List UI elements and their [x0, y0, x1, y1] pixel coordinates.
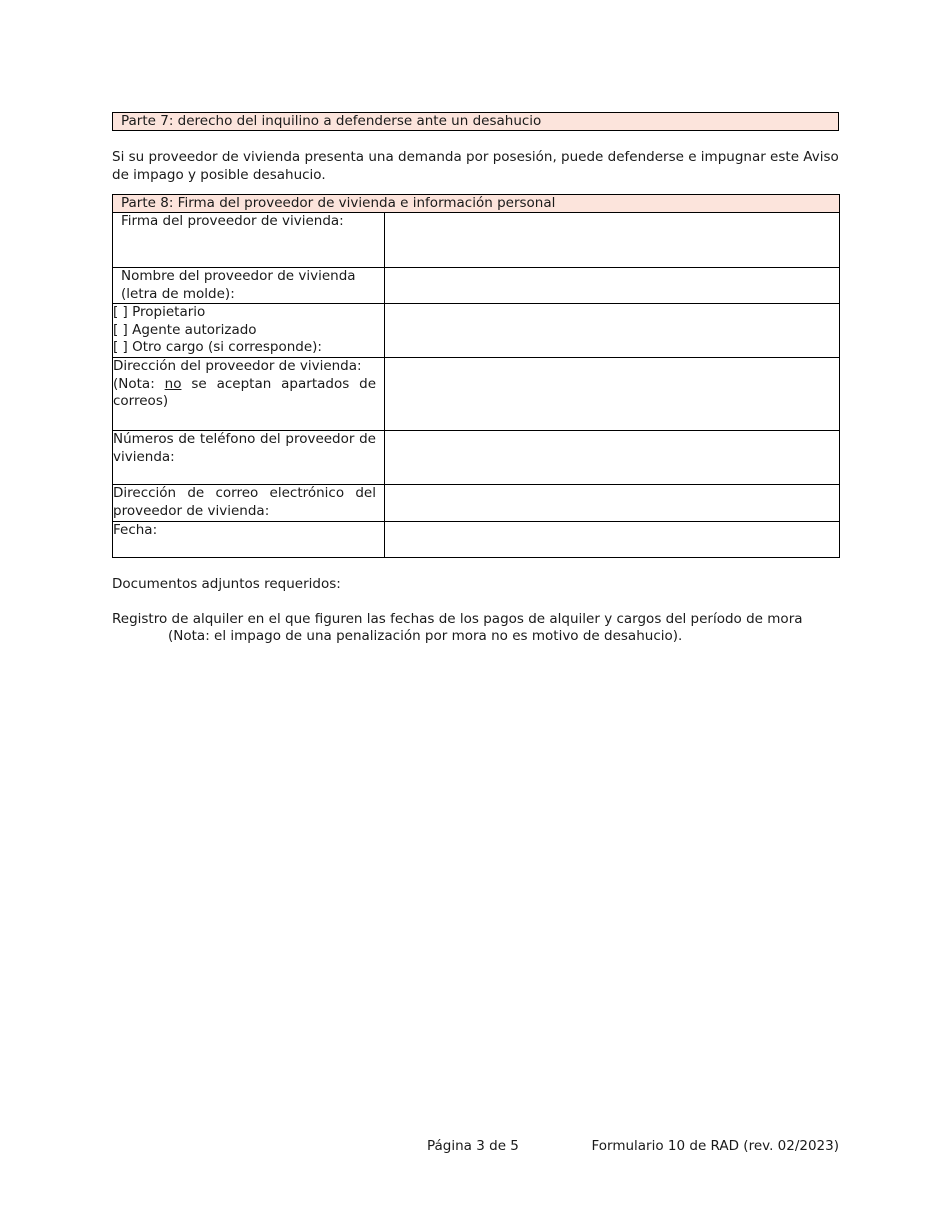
attachments-heading: Documentos adjuntos requeridos:: [112, 576, 341, 592]
part7-body: Si su proveedor de vivienda presenta una demanda por posesión, puede defenderse e impugnar este Aviso de impago y posible desahucio.: [112, 149, 839, 183]
phone-field[interactable]: [385, 431, 840, 485]
address-note-emphasis: no: [164, 375, 182, 392]
page-number: Página 3 de 5: [427, 1138, 519, 1154]
part8-table: [112, 194, 840, 558]
role-other-checkbox[interactable]: [ ] Otro cargo (si corresponde):: [113, 339, 322, 355]
date-label: Fecha:: [113, 522, 385, 558]
email-label: Dirección de correo electrónico del proveedor de vivienda:: [113, 485, 385, 522]
attachments-item: Registro de alquiler en el que figuren las fechas de los pagos de alquiler y cargos del período de mora: [112, 610, 803, 627]
date-field[interactable]: [385, 522, 840, 558]
email-field[interactable]: [385, 485, 840, 522]
address-label-line1: Dirección del proveedor de vivienda:: [113, 358, 362, 374]
page-footer: [0, 1137, 839, 1155]
name-field[interactable]: [385, 268, 840, 304]
attachments-note: (Nota: el impago de una penalización por mora no es motivo de desahucio).: [168, 628, 683, 644]
role-field[interactable]: [385, 304, 840, 358]
page-content: [112, 112, 839, 646]
part7-header: Parte 7: derecho del inquilino a defenderse ante un desahucio: [112, 112, 839, 131]
part8-header: Parte 8: Firma del proveedor de vivienda e información personal: [113, 195, 840, 213]
name-label-line2: (letra de molde):: [121, 285, 235, 302]
phone-label: Números de teléfono del proveedor de vivienda:: [113, 431, 385, 485]
address-field[interactable]: [385, 358, 840, 431]
form-identifier: Formulario 10 de RAD (rev. 02/2023): [591, 1138, 839, 1154]
name-label-line1: Nombre del proveedor de vivienda: [121, 268, 356, 284]
role-owner-checkbox[interactable]: [ ] Propietario: [113, 304, 206, 320]
signature-label: Firma del proveedor de vivienda:: [113, 213, 385, 268]
address-note-suffix: se aceptan apartados de correos): [113, 375, 377, 409]
address-label: [113, 358, 385, 431]
role-agent-checkbox[interactable]: [ ] Agente autorizado: [113, 321, 257, 338]
address-note: [113, 376, 376, 411]
name-label: [113, 268, 385, 304]
address-note-prefix: (Nota:: [113, 375, 155, 392]
signature-field[interactable]: [385, 213, 840, 268]
role-label: [113, 304, 385, 358]
